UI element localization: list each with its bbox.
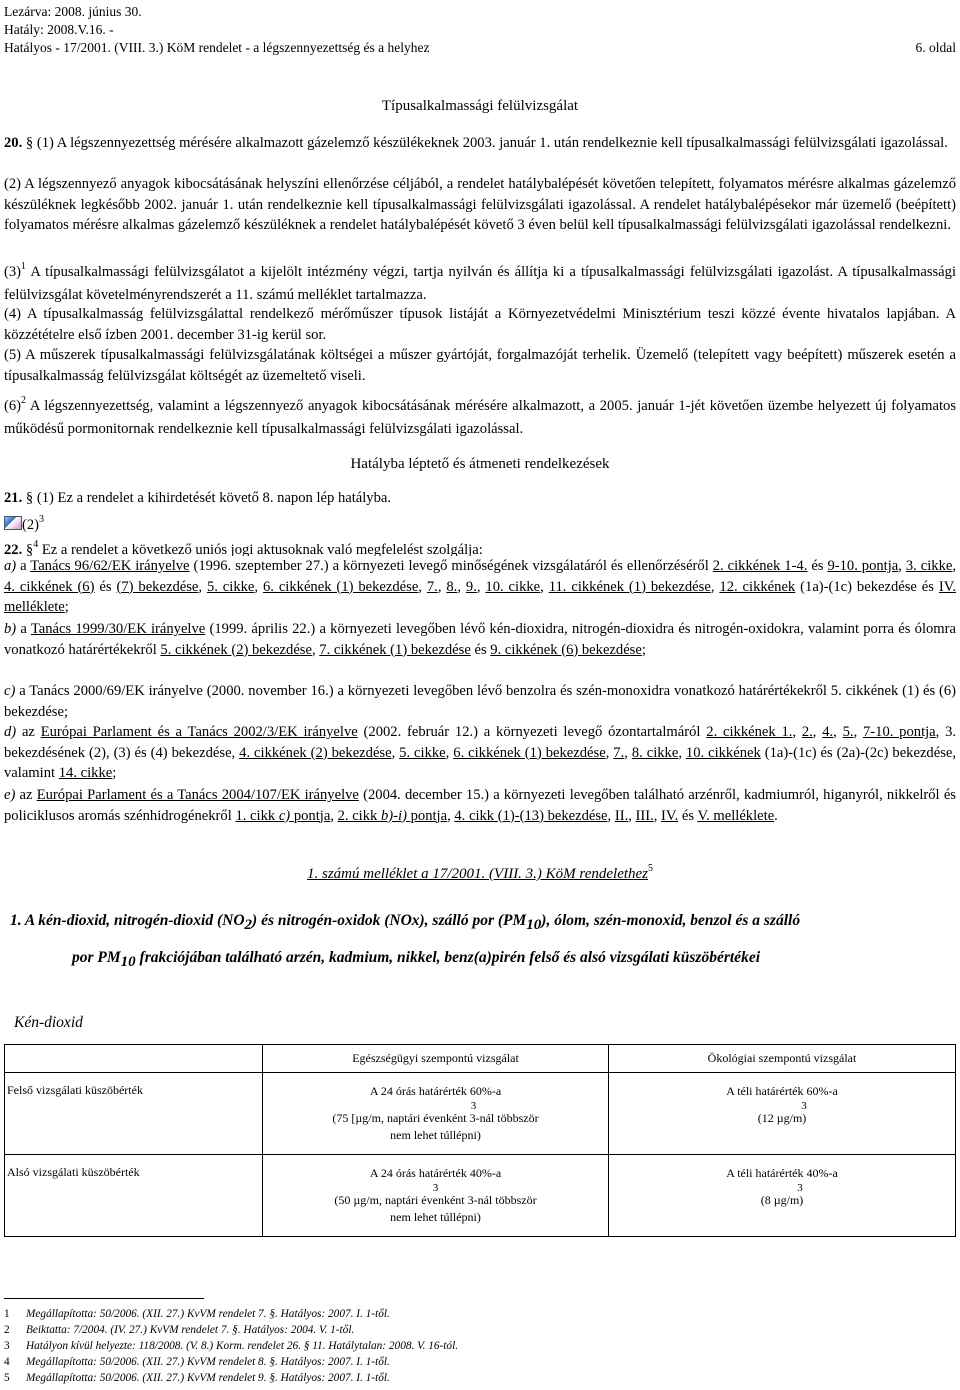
annex-title: 1. számú melléklet a 17/2001. (VIII. 3.) KöM rendelethez$^5$ <box>306 863 654 882</box>
link-b-4[interactable]: 9. cikkének (6) bekezdése <box>490 641 642 658</box>
link-a-3[interactable]: 9-10. pontja <box>827 558 899 574</box>
link-tanacs-96-62[interactable]: Tanács 96/62/EK irányelve <box>30 558 190 574</box>
footnote-ref-1[interactable]: 1 <box>21 261 27 272</box>
link-a-13[interactable]: 11. cikkének (1) bekezdése <box>548 578 711 595</box>
header-lezarva: Lezárva: 2008. június 30. <box>4 4 142 19</box>
section-icon[interactable]: § <box>25 135 34 151</box>
s21-p1: 21. § (1) Ez a rendelet a kihirdetését követő 8. napon lép hatályba. <box>4 490 392 506</box>
s21-p2: $(2)^3$ <box>4 515 956 538</box>
link-a-8[interactable]: 6. cikkének (1) bekezdése <box>262 578 419 595</box>
table-row: Felső vizsgálati küszöbérték A 24 órás határérték 60%-a 3 (75 [µg/m, naptári évenként 3-nál többször nem lehet túllépni) A téli határérték 60%-a 3 (12 µg/m) <box>5 1073 956 1155</box>
link-a-12[interactable]: 10. cikke <box>485 578 541 595</box>
s20-p6: $(6)^2$ A légszennyezettség, valamint a légszennyező anyagok kibocsátásának mérésére alkalmazott, a 2005. január 1-jét követően üzembe helyezett új folyamatos működésű pormonitornak rendelkeznie kell típusalkalmassági felülvizsgálati igazolással. <box>4 395 956 437</box>
threshold-table <box>4 1044 956 1237</box>
list-item-e: e) az Európai Parlament és a Tanács 2004/107/EK irányelve (2004. december 15.) a környezeti levegőben található arzénről, kadmiumról, higanyról, nikkelről és policiklusos aromás szénhidrogénekről 1. cikk c) pontja, 2. cikk b)-i) pontja, 4. cikk (1)-(13) bekezdése, II., III., IV. és V. melléklete. <box>4 787 956 824</box>
link-a-2[interactable]: 2. cikkének 1-4. <box>712 558 808 574</box>
col-header-okologiai: Ökológiai szempontú vizsgálat <box>609 1045 956 1073</box>
image-icon[interactable] <box>4 516 22 530</box>
header-hatalyos: Hatályos - 17/2001. (VIII. 3.) KöM rendelet - a légszennyezettség és a helyhez <box>4 40 430 55</box>
link-a-10[interactable]: 8. <box>446 578 458 595</box>
footnote-ref-3[interactable]: 3 <box>39 514 45 525</box>
link-a-14[interactable]: 12. cikkének <box>719 578 796 595</box>
table-row: Alsó vizsgálati küszöbérték A 24 órás határérték 40%-a 3 (50 µg/m, naptári évenként 3-nál többször nem lehet túllépni) A téli határérték 40%-a 3 (8 µg/m) <box>5 1155 956 1237</box>
page-number: 6. oldal <box>915 40 956 55</box>
header-hataly: Hatály: 2008.V.16. - <box>4 22 114 37</box>
footnote-2: 2 Beiktatta: 7/2004. (IV. 27.) KvVM rendelet 7. §. Hatályos: 2004. V. 1-től. <box>4 1324 355 1336</box>
s20-p2: (2) A légszennyező anyagok kibocsátásának helyszíni ellenőrzése céljából, a rendelet hatálybalépését követően telepített, folyamatos mérésre alkalmas gázelemző készüléknek legkésőbb 2002. január 1. után rendelkeznie kell típusalkalmassági felülvizsgálati igazolással. A rendelet hatálybalépésekor már üzemelő (beépített) folyamatos mérésre alkalmas gázelemző készüléknek a rendelet hatálybalépését követő 3 éven belül kell típusalkalmassági felülvizsgálati igazolással rendelkezni. <box>4 176 956 233</box>
footnote-3: 3 Hatályon kívül helyezte: 118/2008. (V. 8.) Korm. rendelet 26. § 11. Hatálytalan: 2008. V. 16-tól. <box>4 1340 459 1352</box>
link-a-9[interactable]: 7. <box>426 578 438 595</box>
annex-heading-line1: 1. A kén-dioxid, nitrogén-dioxid $(NO_2)$ és nitrogén-oxidok (NOx), szálló por $(PM_{10})$, ólom, szén-monoxid, benzol és a szálló <box>10 912 801 934</box>
list-item-b: b) a Tanács 1999/30/EK irányelve (1999. április 22.) a környezeti levegőben lévő kén-dioxidra, nitrogén-dioxidra és nitrogén-oxidokra, valamint porra és ólomra vonatkozó határértékekről 5. cikkének (2) bekezdése, 7. cikkének (1) bekezdése és 9. cikkének (6) bekezdése; <box>4 621 956 658</box>
list-item-a: a) a Tanács 96/62/EK irányelve (1996. szeptember 27.) a környezeti levegő minőségének vizsgálatáról és ellenőrzéséről 2. cikkének 1-4. és 9-10. pontja, 3. cikke, 4. cikkének (6) és (7) bekezdése, 5. cikke, 6. cikkének (1) bekezdése, 7., 8., 9., 10. cikke, 11. cikkének (1) bekezdése, 12. cikkének (1a)-(1c) bekezdése és IV. melléklete; <box>4 558 957 615</box>
section-title: Típusalkalmassági felülvizsgálat <box>381 98 579 114</box>
link-a-7[interactable]: 5. cikke <box>206 578 255 595</box>
section2-title: Hatályba léptető és átmeneti rendelkezések <box>350 456 610 472</box>
list-item-d: d) az Európai Parlament és a Tanács 2002/3/EK irányelve (2002. február 12.) a környezeti levegő ózontartalmáról 2. cikkének 1., 2., 4., 5., 7-10. pontja, 3. bekezdésének (2), (3) és (4) bekezdése, 4. cikkének (2) bekezdése, 5. cikke, 6. cikkének (1) bekezdése, 7., 8. cikke, 10. cikkének (1a)-(1c) és (2a)-(2c) bekezdése, valamint 14. cikke; <box>4 724 957 781</box>
s20-p4: (4) A típusalkalmasság felülvizsgálattal rendelkező mérőműszer típusok listáját a Környezetvédelmi Minisztérium teszi közzé évente hivatalos lapjában. A közzétételre első ízben 2001. december 31-ig kerül sor. <box>4 306 956 343</box>
link-a-6[interactable]: (7) bekezdése <box>116 578 199 595</box>
link-ep-2004-107[interactable]: Európai Parlament és a Tanács 2004/107/EK irányelve <box>36 787 359 803</box>
s20-p5: (5) A műszerek típusalkalmassági felülvizsgálatának költségei a műszer gyártóját, forgalmazóját terhelik. Üzemelő (telepített vagy beépített) műszerek esetén a típusalkalmasság felülvizsgálat költségét az üzemeltető viseli. <box>4 347 956 384</box>
footnote-divider <box>4 1298 204 1299</box>
footnote-5: 5 Megállapította: 50/2006. (XII. 27.) KvVM rendelet 9. §. Hatályos: 2007. I. 1-től. <box>4 1372 390 1384</box>
link-b-3[interactable]: 7. cikkének (1) bekezdése <box>319 641 471 658</box>
link-a-15[interactable]: IV. melléklete <box>4 578 957 615</box>
s22-heading: 22. §$^4$ Ez a rendelet a következő uniós jogi aktusoknak való megfelelést szolgálja: <box>4 540 483 556</box>
footnote-ref-5[interactable]: 5 <box>648 863 654 874</box>
link-ep-2002-3[interactable]: Európai Parlament és a Tanács 2002/3/EK irányelve <box>40 724 358 740</box>
link-a-4[interactable]: 3. cikke <box>905 558 953 574</box>
subheading-ken-dioxid: Kén-dioxid <box>14 1014 83 1031</box>
link-b-2[interactable]: 5. cikkének (2) bekezdése <box>160 641 312 658</box>
link-tanacs-1999-30[interactable]: Tanács 1999/30/EK irányelve <box>30 621 206 637</box>
s20-p3: $(3)^1$ A típusalkalmassági felülvizsgálatot a kijelölt intézmény végzi, tartja nyilván és állítja ki a típusalkalmassági felülvizsgálati igazolást. A típusalkalmassági felülvizsgálat követelményrendszerét a 11. számú melléklet tartalmazza. <box>4 261 957 303</box>
link-a-5[interactable]: 4. cikkének (6) <box>4 578 95 595</box>
footnote-4: 4 Megállapította: 50/2006. (XII. 27.) KvVM rendelet 8. §. Hatályos: 2007. I. 1-től. <box>4 1356 390 1368</box>
s20-p1: 20. § (1) A légszennyezettség mérésére alkalmazott gázelemző készülékeknek 2003. január 1. után rendelkeznie kell típusalkalmassági felülvizsgálati igazolással. <box>4 135 948 151</box>
footnote-ref-4[interactable]: 4 <box>33 540 39 550</box>
annex-heading-line2: por $PM_{10}$ frakciójában található arzén, kadmium, nikkel, benz(a)pirén felső és alsó vizsgálati küszöbértékei <box>72 949 761 971</box>
list-item-c: c) a Tanács 2000/69/EK irányelve (2000. november 16.) a környezeti levegőben lévő benzolra és szén-monoxidra vonatkozó határértékekről 5. cikkének (1) és (6) bekezdése; <box>4 683 956 720</box>
footnote-ref-2[interactable]: 2 <box>21 395 27 406</box>
col-header-egeszsegugyi: Egészségügyi szempontú vizsgálat <box>263 1045 609 1073</box>
link-a-11[interactable]: 9. <box>465 578 477 595</box>
footnote-1: 1 Megállapította: 50/2006. (XII. 27.) KvVM rendelet 7. §. Hatályos: 2007. I. 1-től. <box>4 1308 390 1320</box>
s20-label: 20. <box>4 135 23 151</box>
